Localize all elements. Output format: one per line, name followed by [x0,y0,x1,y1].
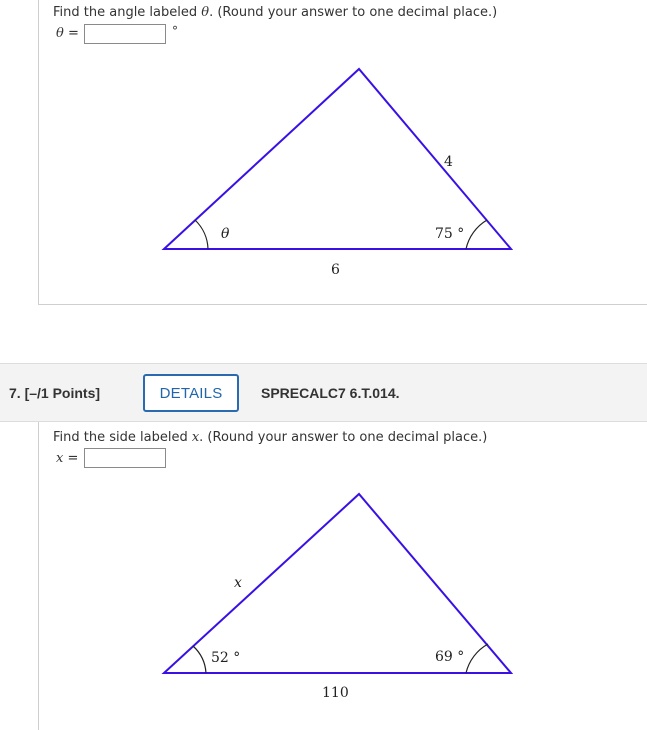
triangle-figure-7 [0,480,647,720]
triangle-6-shape [164,69,511,249]
label-angle-75: 75 ° [435,226,465,242]
angle-arc-theta [195,220,208,249]
question-7-number: 7. [–/1 Points] [9,385,101,401]
answer-variable: x [56,451,64,466]
prompt-text-end: . (Round your answer to one decimal place.) [199,430,488,445]
question-7-header [0,363,647,422]
angle-arc-75 [466,220,487,249]
prompt-text: Find the side labeled [53,430,192,445]
label-angle-52: 52 ° [211,650,241,666]
prompt-text: Find the angle labeled [53,5,202,20]
question-7-code: SPRECALC7 6.T.014. [261,385,400,401]
label-theta: θ [221,226,230,242]
triangle-7-shape [164,494,511,673]
details-button-label: DETAILS [159,384,223,402]
angle-arc-69 [466,644,488,673]
x-answer-input[interactable] [84,448,166,468]
label-angle-69: 69 ° [435,649,465,665]
triangle-figure-6 [0,0,647,300]
answer-variable: θ [56,26,64,41]
answer-equals: = [63,451,79,466]
question-7-answer-label [56,451,78,466]
prompt-text-end: . (Round your answer to one decimal place.) [209,5,498,20]
answer-equals: = [63,26,79,41]
label-base-110: 110 [322,685,349,701]
details-button[interactable] [143,374,239,412]
label-x: x [234,575,242,591]
question-7-prompt [53,430,487,445]
degree-unit: ° [172,24,178,38]
prompt-variable: θ [201,5,210,20]
label-base-6: 6 [331,262,340,278]
angle-arc-52 [193,646,206,673]
prompt-variable: x [191,430,200,445]
label-side-4: 4 [444,154,453,170]
